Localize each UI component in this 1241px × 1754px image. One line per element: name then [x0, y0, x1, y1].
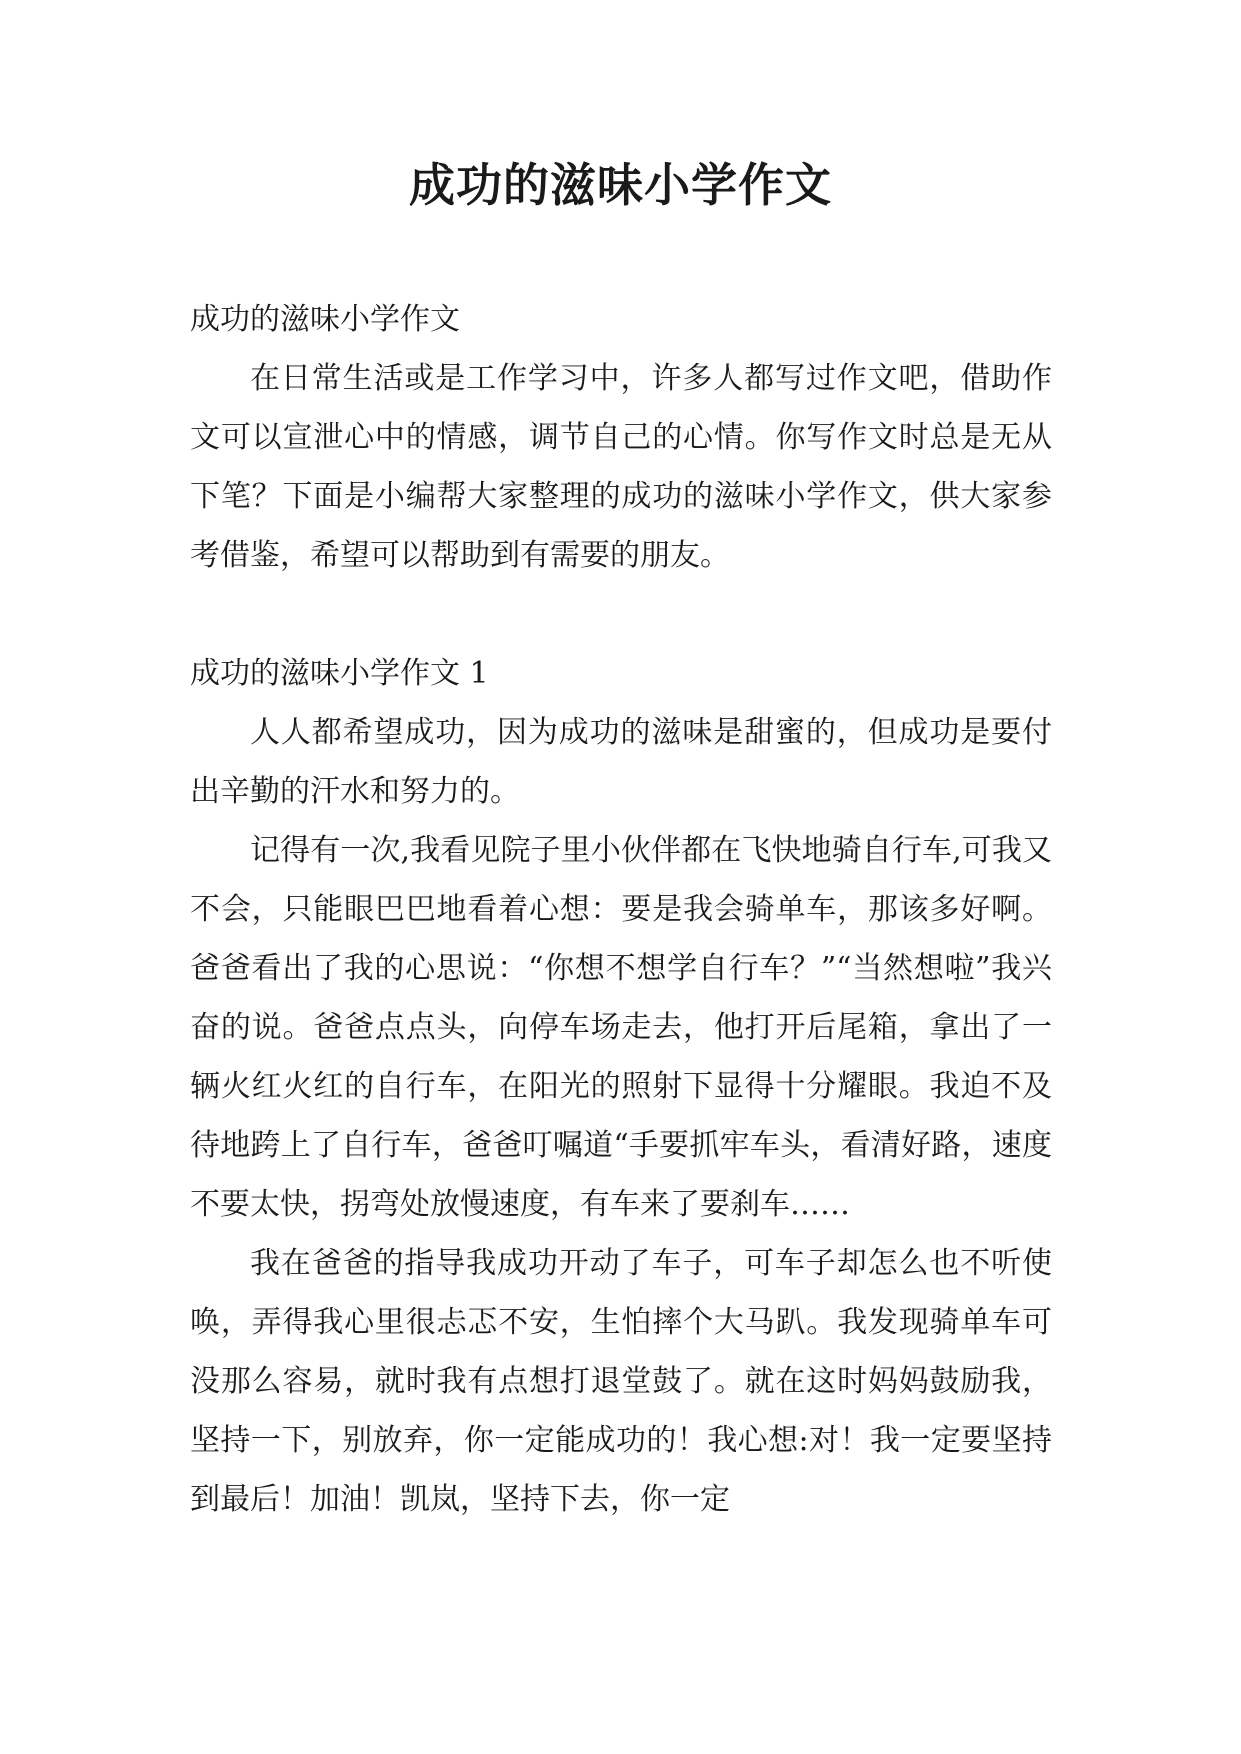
essay-1-paragraph-2: 记得有一次,我看见院子里小伙伴都在飞快地骑自行车,可我又不会，只能眼巴巴地看着心想：要是我会骑单车，那该多好啊。爸爸看出了我的心思说：“你想不想学自行车？”“当然想啦”我兴奋的说。爸爸点点头，向停车场走去，他打开后尾箱，拿出了一辆火红火红的自行车，在阳光的照射下显得十分耀眼。我迫不及待地跨上了自行车，爸爸叮嘱道“手要抓牢车头，看清好路，速度不要太快，拐弯处放慢速度，有车来了要刹车…… — [190, 833, 1052, 1222]
section-spacer — [190, 585, 1052, 644]
intro-paragraph: 在日常生活或是工作学习中，许多人都写过作文吧，借助作文可以宣泄心中的情感，调节自己的心情。你写作文时总是无从下笔？下面是小编帮大家整理的成功的滋味小学作文，供大家参考借鉴，希望可以帮助到有需要的朋友。 — [190, 361, 1052, 573]
essay-1-heading: 成功的滋味小学作文 1 — [190, 656, 489, 691]
essay-1-paragraph-3: 我在爸爸的指导我成功开动了车子，可车子却怎么也不听使唤，弄得我心里很忐忑不安，生怕摔个大马趴。我发现骑单车可没那么容易，就时我有点想打退堂鼓了。就在这时妈妈鼓励我，坚持一下，别放弃，你一定能成功的！我心想:对！我一定要坚持到最后！加油！凯岚，坚持下去，你一定 — [190, 1246, 1052, 1517]
document-body — [190, 290, 1052, 1529]
essay-1-paragraph-1: 人人都希望成功，因为成功的滋味是甜蜜的，但成功是要付出辛勤的汗水和努力的。 — [190, 715, 1052, 809]
intro-heading: 成功的滋味小学作文 — [190, 302, 460, 337]
document-title: 成功的滋味小学作文 — [409, 158, 832, 212]
